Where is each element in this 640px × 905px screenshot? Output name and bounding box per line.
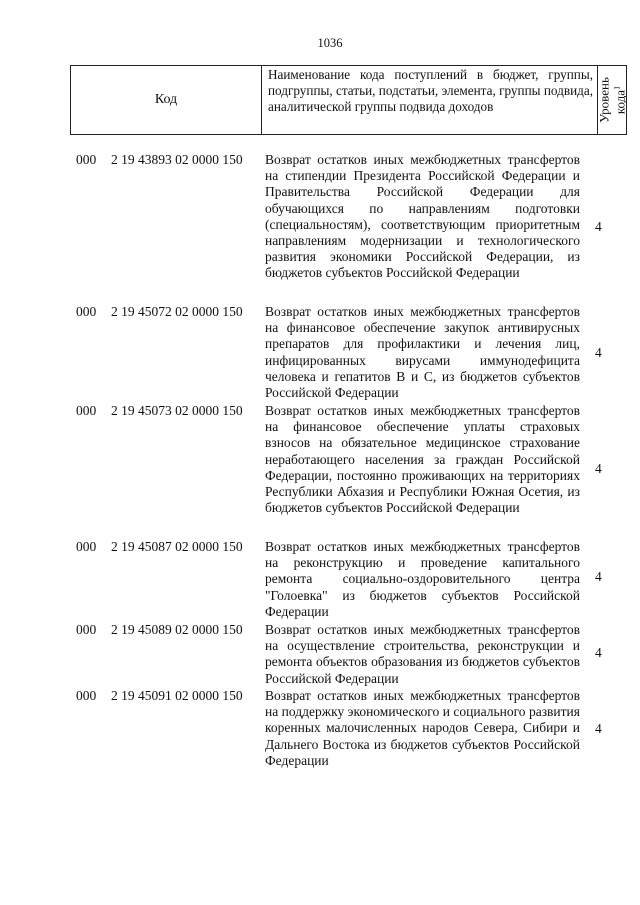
- table-header: [70, 65, 627, 135]
- header-code-cell: [71, 66, 262, 135]
- income-description: Возврат остатков иных межбюджетных трансфертов на финансовое обеспечение закупок антивирусных препаратов для профилактики и лечения лиц, инфицированных вирусами иммунодефицита человека и гепатитов В и С, из бюджетов субъектов Российской Федерации: [265, 304, 580, 401]
- income-code: 2 19 45073 02 0000 150: [111, 403, 243, 418]
- code-level: 4: [595, 345, 602, 360]
- income-description: Возврат остатков иных межбюджетных трансфертов на финансовое обеспечение уплаты страховых взносов на обязательное медицинское страхование неработающего населения за граждан Российской Федерации, постоянно проживающих на территориях Республики Абхазия и Республики Южная Осетия, из бюджетов субъектов Российской Федерации: [265, 403, 580, 516]
- header-level-cell: [598, 66, 627, 135]
- header-name-cell: [262, 66, 598, 135]
- page-number: 1036: [317, 36, 343, 50]
- code-level: 4: [595, 461, 602, 476]
- header-level-label: [597, 77, 626, 123]
- income-description: Возврат остатков иных межбюджетных трансфертов на реконструкцию и проведение капитального ремонта социально-оздоровительного центра "Голоевка" из бюджетов субъектов Российской Федерации: [265, 539, 580, 619]
- admin-code: 000: [76, 304, 97, 319]
- income-description: Возврат остатков иных межбюджетных трансфертов на стипендии Президента Российской Федерации и Правительства Российской Федерации для обучающихся по направлениям подготовки (специальностям), соответствующим приоритетным направлениям модернизации и технологического развития экономики Российской Федерации, из бюджетов субъектов Российской Федерации: [265, 152, 580, 281]
- income-code: 2 19 45072 02 0000 150: [111, 304, 243, 319]
- admin-code: 000: [76, 403, 97, 418]
- code-level: 4: [595, 645, 602, 660]
- admin-code: 000: [76, 152, 97, 167]
- income-description: Возврат остатков иных межбюджетных трансфертов на поддержку экономического и социального развития коренных малочисленных народов Севера, Сибири и Дальнего Востока из бюджетов субъектов Российской Федерации: [265, 688, 580, 768]
- code-level: 4: [595, 219, 602, 234]
- income-code: 2 19 43893 02 0000 150: [111, 152, 243, 167]
- header-level-label-line1: Уровень: [596, 77, 612, 123]
- header-name-label: Наименование кода поступлений в бюджет, группы, подгруппы, статьи, подстатьи, элемента, группы подвида, аналитической группы подвида доходов: [268, 67, 593, 114]
- income-description: Возврат остатков иных межбюджетных трансфертов на осуществление строительства, реконструкции и ремонта объектов образования из бюджетов субъектов Российской Федерации: [265, 622, 580, 686]
- code-level: 4: [595, 569, 602, 584]
- code-level: 4: [595, 721, 602, 736]
- admin-code: 000: [76, 688, 97, 703]
- income-code: 2 19 45087 02 0000 150: [111, 539, 243, 554]
- income-code: 2 19 45091 02 0000 150: [111, 688, 243, 703]
- admin-code: 000: [76, 539, 97, 554]
- income-code: 2 19 45089 02 0000 150: [111, 622, 243, 637]
- header-level-footnote: 1: [612, 85, 622, 90]
- header-level-label-line2: кода: [612, 89, 628, 115]
- header-code-label: Код: [154, 92, 178, 107]
- admin-code: 000: [76, 622, 97, 637]
